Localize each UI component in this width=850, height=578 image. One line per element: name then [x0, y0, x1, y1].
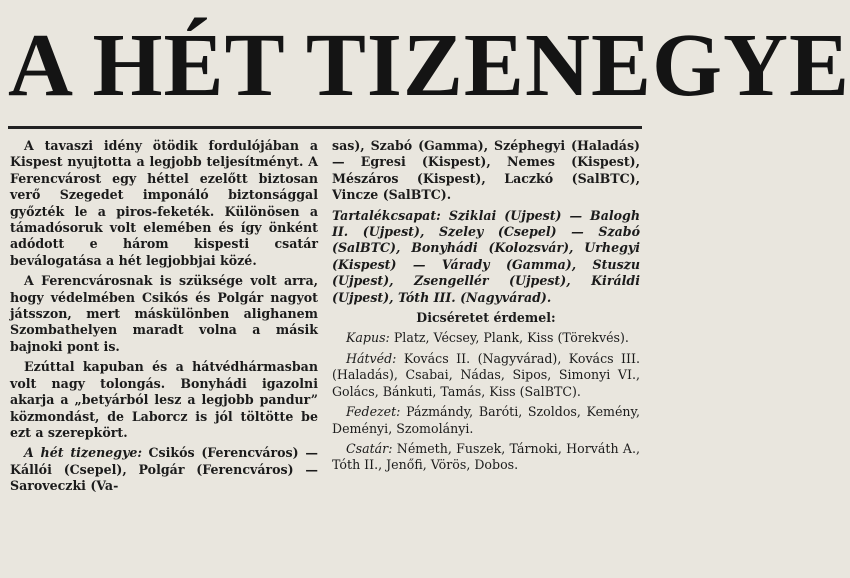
paragraph-reserves — [332, 208, 640, 306]
goalkeeper-label: Kapus: — [346, 330, 390, 346]
paragraph-intro: A tavaszi idény ötödik fordulójában a Kispest nyujtotta a legjobb teljesítményt. A Ferencvárost egy héttel ezelőtt biztosan verő Szegedet imponáló biztonsággal győzték le a piros-feketék. Különösen a támadósoruk volt elemében és így önként adódott e három kispesti csatár beválogatása a hét legjobbjai közé. — [10, 138, 318, 268]
team-of-week-label: A hét tizenegye: — [24, 445, 143, 461]
goalkeeper-text: Platz, Vécsey, Plank, Kiss (Törekvés). — [393, 330, 629, 346]
praise-midfielders — [332, 404, 640, 437]
left-column — [10, 138, 318, 499]
forward-text: Németh, Fuszek, Tárnoki, Horváth A., Tóth II., Jenőfi, Vörös, Dobos. — [332, 440, 640, 473]
paragraph-ferencvaros: A Ferencvárosnak is szüksége volt arra, hogy védelmében Csikós és Polgár nagyot játsszon, mert máskülönben alighanem Szombathelyen maradt volna a másik bajnoki pont is. — [10, 273, 318, 354]
midfielder-text: Pázmándy, Baróti, Szoldos, Kemény, Deményi, Szomolányi. — [332, 404, 640, 436]
paragraph-goalkeepers: Ezúttal kapuban és a hátvédhármasban volt nagy tolongás. Bonyhádi igazolni akarja a „betyárból lesz a legjobb pandur” közmondást, de Laborcz is jól töltötte be ezt a szerepkört. — [10, 359, 318, 440]
right-column — [332, 138, 640, 478]
headline-rule — [8, 126, 642, 129]
headline: A HÉT TIZENEGYE — [8, 16, 850, 115]
reserves-text: Sziklai (Ujpest) — Balogh II. (Ujpest), Szeley (Csepel) — Szabó (SalBTC), Bonyhádi (Kolozsvár), Urhegyi (Kispest) — Várady (Gamma), Stuszu (Ujpest), Zsengellér (Ujpest), Királdi (Ujpest), Tóth III. (Nagyvárad). — [332, 207, 640, 305]
team-of-week-text: Csikós (Ferencváros) — Kállói (Csepel), Polgár (Ferencváros) — Saroveczki (Va- — [10, 445, 318, 494]
praise-forwards — [332, 441, 640, 474]
team-of-week-continued: sas), Szabó (Gamma), Széphegyi (Haladás) — Egresi (Kispest), Nemes (Kispest), Mészáros (Kispest), Laczkó (SalBTC), Vincze (SalBTC). — [332, 138, 640, 203]
forward-label: Csatár: — [346, 440, 393, 456]
paragraph-team-of-week — [10, 445, 318, 494]
reserves-label: Tartalékcsapat: — [332, 207, 441, 223]
praise-subhead: Dicséretet érdemel: — [416, 310, 556, 326]
midfielder-label: Fedezet: — [346, 404, 401, 420]
defender-label: Hátvéd: — [346, 350, 397, 366]
praise-goalkeepers — [332, 330, 640, 346]
praise-defenders — [332, 351, 640, 400]
defender-text: Kovács II. (Nagyvárad), Kovács III. (Haladás), Csabai, Nádas, Sipos, Simonyi VI., Golács, Bánkuti, Tamás, Kiss (SalBTC). — [332, 350, 640, 399]
